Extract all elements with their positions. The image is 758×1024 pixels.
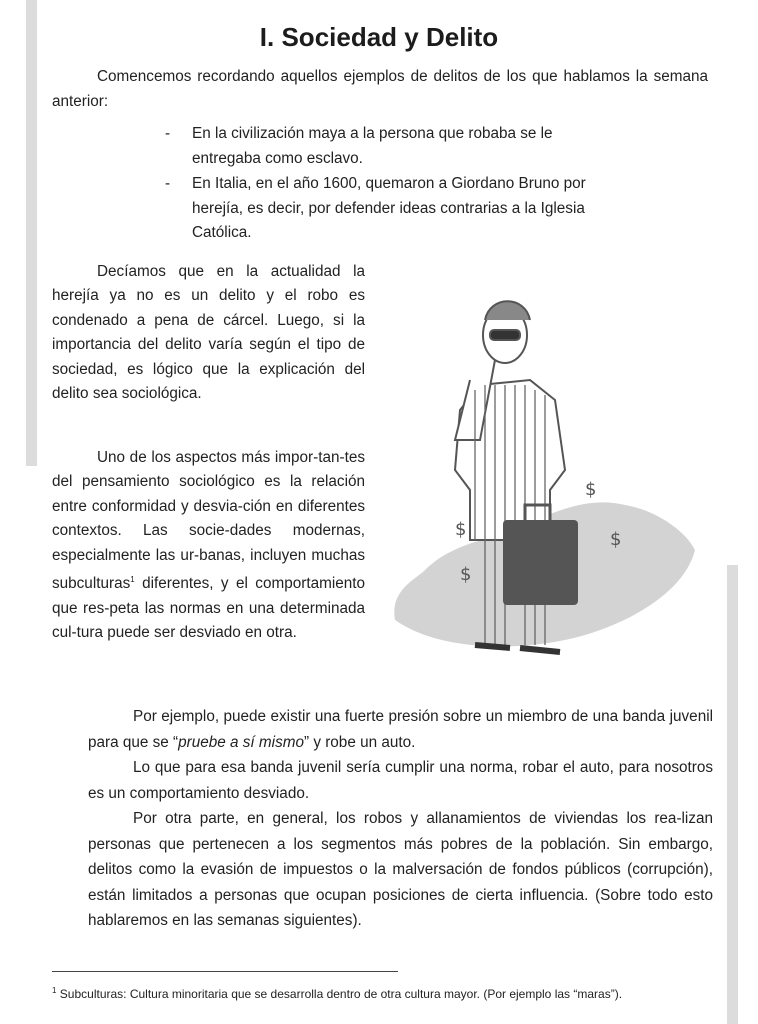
bullet-dash: - [165,175,171,192]
bullet-text: En la civilización maya a la persona que robaba se le entregaba como esclavo. [192,125,553,167]
illustration-businessman [385,290,720,665]
intro-paragraph: Comencemos recordando aquellos ejemplos de delitos de los que hablamos la semana anterior: [52,68,708,110]
footnote-separator [52,971,398,972]
svg-text:$: $ [455,519,467,540]
emphasis: pruebe a sí mismo [178,733,304,751]
svg-text:$: $ [585,479,597,500]
footnote-text: Subculturas: Cultura minoritaria que se desarrolla dentro de otra cultura mayor. (Por ejemplo las “maras”). [56,987,623,1001]
bullet-item [165,122,595,171]
paragraph-robos: Por otra parte, en general, los robos y allanamientos de viviendas los rea-lizan personas que pertenecen a los segmentos más pobres de la población. Sin embargo, delitos como la evasión de impuestos o la malversación de fondos públicos (corrupción), están limitados a personas que ocupan posiciones de cierta influencia. (Sobre todo esto hablaremos en las semanas siguientes). [88,810,713,929]
page-title: I. Sociedad y Delito [259,22,499,52]
right-margin-bar [727,565,738,1024]
briefcase [503,520,578,605]
left-margin-bar [26,0,37,466]
bullet-text: En Italia, en el año 1600, quemaron a Giordano Bruno por herejía, es decir, por defender ideas contrarias a la Iglesia Católica. [192,175,586,241]
svg-text:$: $ [610,529,622,550]
bullet-dash: - [165,125,171,142]
paragraph-ejemplo [88,704,713,755]
paragraph-banda: Lo que para esa banda juvenil sería cumplir una norma, robar el auto, para nosotros es un comportamiento desviado. [88,759,713,802]
svg-text:$: $ [460,564,472,585]
bullet-item [165,172,595,246]
text: Por ejemplo, puede existir una fuerte presión sobre un miembro de una banda juvenil para que se “ [88,708,713,751]
paragraph-actualidad: Decíamos que en la actualidad la herejía ya no es un delito y el robo es condenado a pena de cárcel. Luego, si la importancia del delito varía según el tipo de sociedad, es lógico que la explicación del delito sea sociológica. [52,263,365,403]
text: ” y robe un auto. [303,733,416,751]
footnote-ref: 1 [130,575,135,585]
text: Uno de los aspectos más impor-tan-tes del pensamiento sociológico es la relación entre conformidad y desvia-ción en diferentes contextos. Las socie-dades modernas, especialmente las ur-banas, incluyen muchas subculturas [52,449,365,593]
text: diferentes, y el comportamiento que res-peta las normas en una determinada cul-tura puede ser desviado en otra. [52,575,365,641]
paragraph-sociologico [52,446,365,645]
footnote [52,982,707,1003]
footnote-mark: 1 [52,986,57,995]
